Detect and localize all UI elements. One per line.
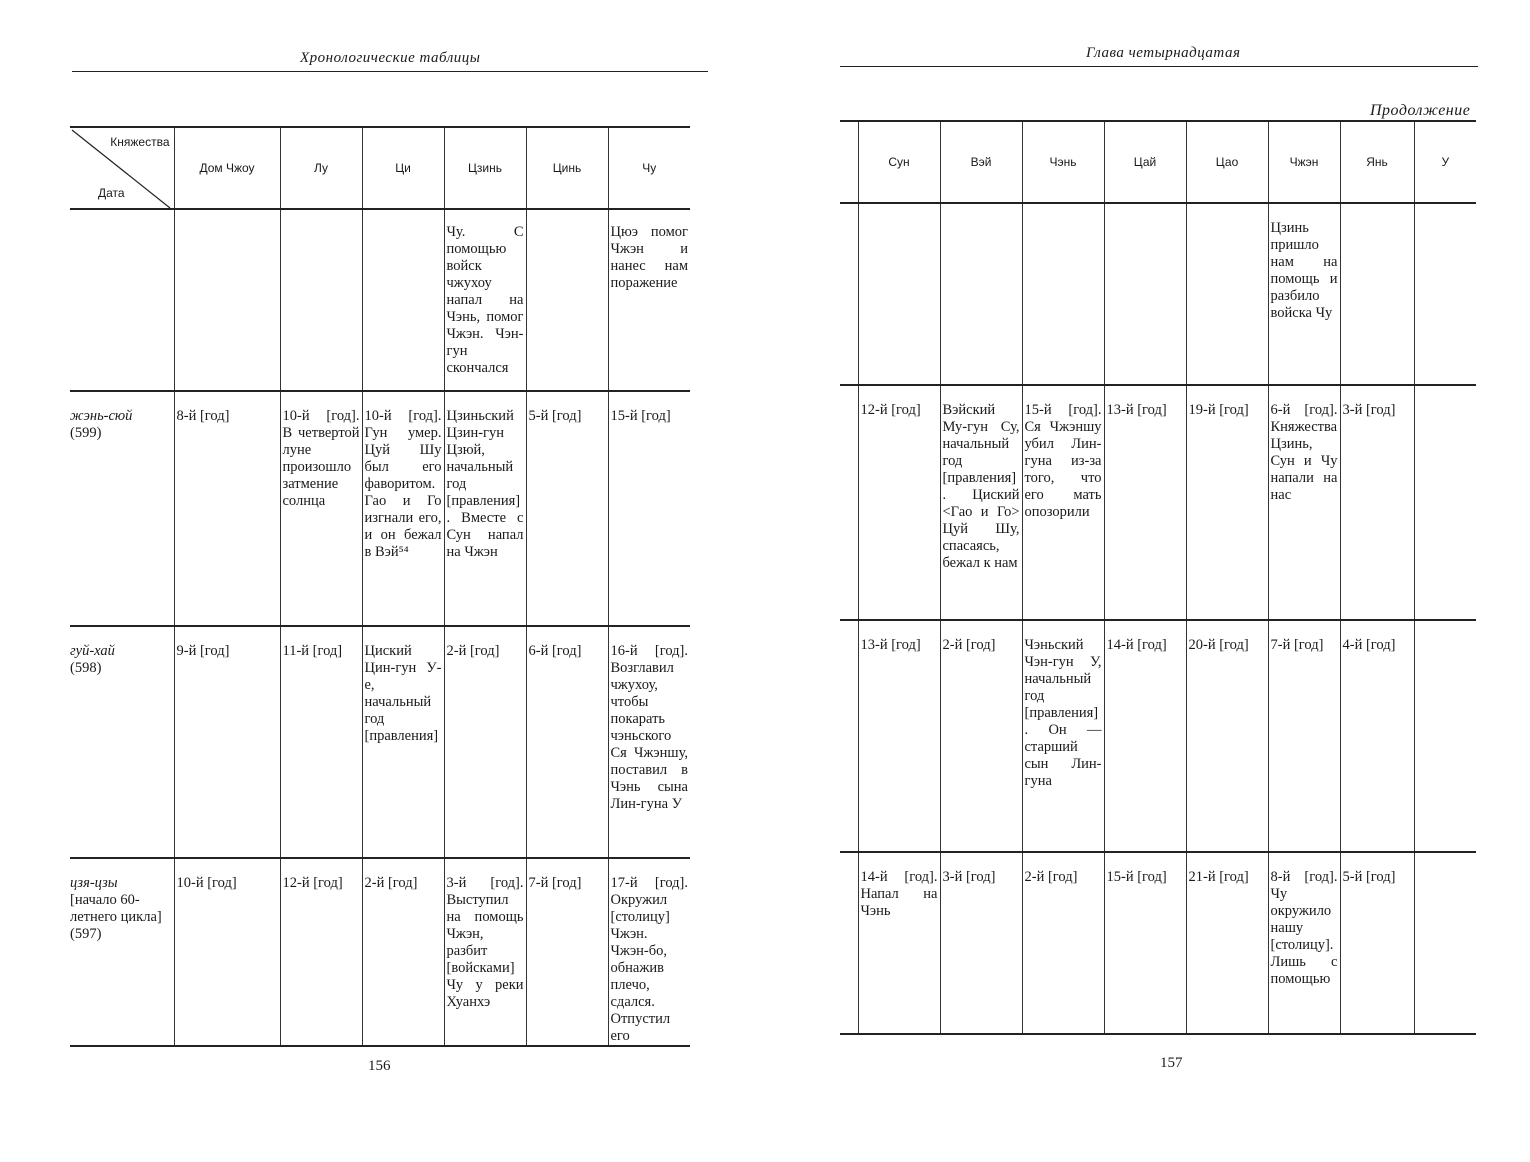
table-cell: 15-й [год]: [608, 391, 690, 626]
right-running-head: Глава четырнадцатая: [1086, 45, 1241, 61]
table-row: [70, 626, 690, 858]
table-cell: [858, 203, 940, 385]
table-cell: 6-й [год]: [526, 626, 608, 858]
table-row: [70, 858, 690, 1046]
column-header: Цао: [1186, 121, 1268, 203]
table-cell: 7-й [год]: [526, 858, 608, 1046]
table-cell: 3-й [год]: [1340, 385, 1414, 620]
table-row: [840, 852, 1476, 1034]
column-header: Янь: [1340, 121, 1414, 203]
table-cell: 17-й [год]. Окружил [столицу] Чжэн. Чжэн-бо, обнажив плечо, сдался. Отпустил его: [608, 858, 690, 1046]
left-head-rule: [72, 71, 708, 72]
table-cell: 10-й [год]: [174, 858, 280, 1046]
table-cell: 5-й [год]: [526, 391, 608, 626]
table-row: [840, 620, 1476, 852]
table-cell: [1414, 852, 1476, 1034]
table-cell: 19-й [год]: [1186, 385, 1268, 620]
column-header: Дом Чжоу: [174, 127, 280, 209]
right-page-number: 157: [1160, 1055, 1183, 1071]
table-row: [840, 203, 1476, 385]
spacer-cell: [840, 385, 858, 620]
table-row: [70, 209, 690, 391]
corner-label-date: Дата: [98, 186, 125, 200]
table-cell: 13-й [год]: [1104, 385, 1186, 620]
spacer-header: [840, 121, 858, 203]
table-cell: Цзиньский Цзин-гун Цзюй, начальный год [правления]. Вместе с Сун напал на Чжэн: [444, 391, 526, 626]
table-cell: 14-й [год]: [1104, 620, 1186, 852]
table-cell: 14-й [год]. Напал на Чэнь: [858, 852, 940, 1034]
column-header: Цинь: [526, 127, 608, 209]
date-cell: жэнь-сюй (599): [70, 391, 174, 626]
table-cell: 2-й [год]: [444, 626, 526, 858]
table-cell: 5-й [год]: [1340, 852, 1414, 1034]
table-cell: [1340, 203, 1414, 385]
table-cell: 3-й [год]. Выступил на помощь Чжэн, разбит [войсками] Чу у реки Хуанхэ: [444, 858, 526, 1046]
table-cell: 9-й [год]: [174, 626, 280, 858]
table-cell: Чэньский Чэн-гун У, начальный год [правления]. Он — старший сын Лин-гуна: [1022, 620, 1104, 852]
table-cell: Цзинь пришло нам на помощь и разбило войска Чу: [1268, 203, 1340, 385]
left-header-row: [70, 127, 690, 209]
table-cell: [1104, 203, 1186, 385]
table-cell: [362, 209, 444, 391]
table-cell: 3-й [год]: [940, 852, 1022, 1034]
column-header: Цай: [1104, 121, 1186, 203]
table-cell: 6-й [год]. Княжества Цзинь, Сун и Чу напали на нас: [1268, 385, 1340, 620]
column-header: Лу: [280, 127, 362, 209]
table-cell: 8-й [год]. Чу окружило нашу [столицу]. Лишь с помощью: [1268, 852, 1340, 1034]
column-header: У: [1414, 121, 1476, 203]
table-cell: 12-й [год]: [858, 385, 940, 620]
corner-label-principalities: Княжества: [110, 135, 170, 149]
table-cell: 8-й [год]: [174, 391, 280, 626]
spacer-cell: [840, 852, 858, 1034]
table-cell: [526, 209, 608, 391]
corner-header-cell: [70, 127, 174, 209]
table-cell: 15-й [год]. Ся Чжэншу убил Лин-гуна из-за того, что его мать опозорили: [1022, 385, 1104, 620]
table-row: [70, 391, 690, 626]
table-cell: [174, 209, 280, 391]
table-cell: 4-й [год]: [1340, 620, 1414, 852]
table-cell: 21-й [год]: [1186, 852, 1268, 1034]
column-header: Чэнь: [1022, 121, 1104, 203]
spacer-cell: [840, 203, 858, 385]
left-page-number: 156: [368, 1058, 391, 1074]
table-cell: 12-й [год]: [280, 858, 362, 1046]
table-cell: [940, 203, 1022, 385]
column-header: Чжэн: [1268, 121, 1340, 203]
column-header: Цзинь: [444, 127, 526, 209]
table-cell: [1186, 203, 1268, 385]
table-cell: 15-й [год]: [1104, 852, 1186, 1034]
table-cell: 2-й [год]: [1022, 852, 1104, 1034]
right-header-row: [840, 121, 1476, 203]
column-header: Вэй: [940, 121, 1022, 203]
column-header: Ци: [362, 127, 444, 209]
continuation-label: Продолжение: [1370, 102, 1471, 119]
table-cell: [1414, 620, 1476, 852]
table-cell: 7-й [год]: [1268, 620, 1340, 852]
table-cell: Вэйский Му-гун Су, начальный год [правления]. Циский <Гао и Го> Цуй Шу, спасаясь, бежал к нам: [940, 385, 1022, 620]
right-head-rule: [840, 66, 1478, 67]
left-running-head: Хронологические таблицы: [300, 50, 481, 66]
table-cell: [1414, 203, 1476, 385]
date-cell: цзя-цзы [начало 60-летнего цикла] (597): [70, 858, 174, 1046]
date-cell: гуй-хай (598): [70, 626, 174, 858]
table-cell: [1022, 203, 1104, 385]
table-cell: 13-й [год]: [858, 620, 940, 852]
column-header: Чу: [608, 127, 690, 209]
right-chronology-table: [840, 120, 1476, 1035]
table-cell: Цюэ помог Чжэн и нанес нам поражение: [608, 209, 690, 391]
spacer-cell: [840, 620, 858, 852]
left-chronology-table: [70, 126, 690, 1047]
column-header: Сун: [858, 121, 940, 203]
table-cell: 2-й [год]: [940, 620, 1022, 852]
table-cell: 10-й [год]. В четвертой луне произошло затмение солнца: [280, 391, 362, 626]
table-cell: 2-й [год]: [362, 858, 444, 1046]
table-cell: 11-й [год]: [280, 626, 362, 858]
table-cell: 16-й [год]. Возглавил чжухоу, чтобы покарать чэньского Ся Чжэншу, поставил в Чэнь сына Лин-гуна У: [608, 626, 690, 858]
table-cell: Чу. С помощью войск чжухоу напал на Чэнь, помог Чжэн. Чэн-гун скончался: [444, 209, 526, 391]
table-cell: [280, 209, 362, 391]
table-cell: 10-й [год]. Гун умер. Цуй Шу был его фаворитом. Гао и Го изгнали его, и он бежал в Вэй⁵⁴: [362, 391, 444, 626]
table-row: [840, 385, 1476, 620]
date-cell: [70, 209, 174, 391]
table-cell: [1414, 385, 1476, 620]
table-cell: 20-й [год]: [1186, 620, 1268, 852]
table-cell: Циский Цин-гун У-е, начальный год [правления]: [362, 626, 444, 858]
